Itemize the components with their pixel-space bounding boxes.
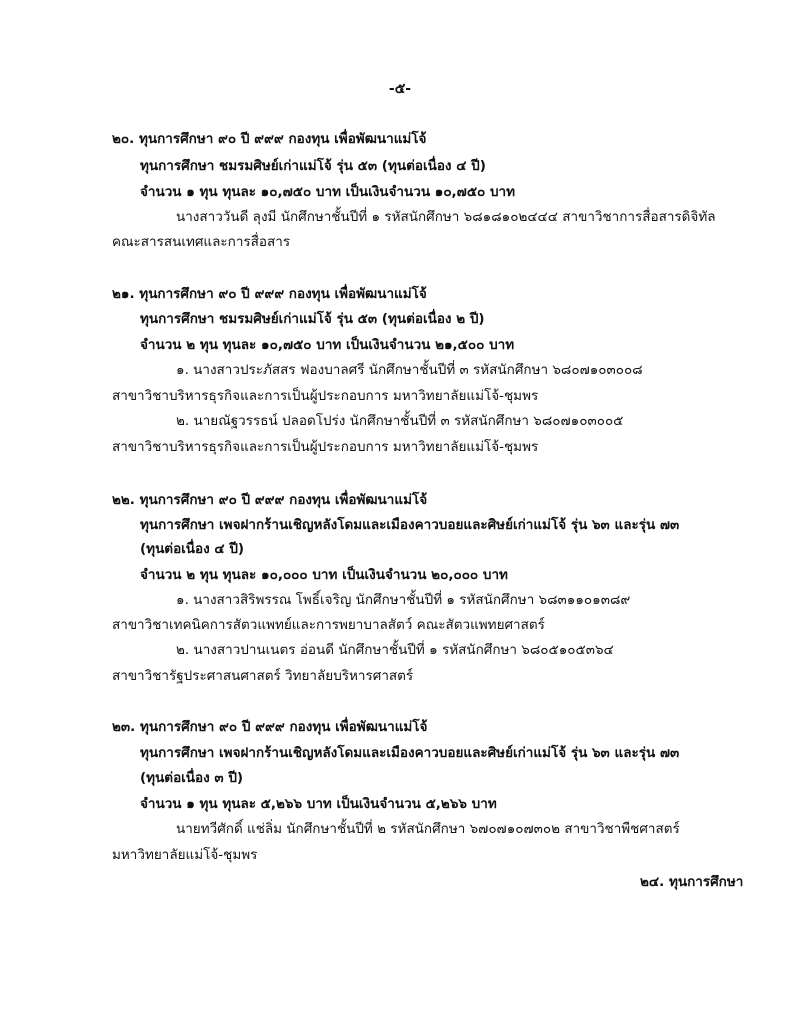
section-subtitle: ทุนการศึกษา เพจฝากร้านเชิญหลังโดมและเมืองคาวบอยและศิษย์เก่าแม่โจ้ รุ่น ๖๓ และรุ่น ๗๓ (140, 745, 680, 761)
section-heading: ๒๑. ทุนการศึกษา ๙๐ ปี ๙๙๙ กองทุน เพื่อพัฒนาแม่โจ้ (112, 286, 427, 302)
recipient-line: สาขาวิชารัฐประศาสนศาสตร์ วิทยาลัยบริหารศาสตร์ (112, 668, 414, 684)
section-amount: จำนวน ๒ ทุน ทุนละ ๑๐,๐๐๐ บาท เป็นเงินจำนวน ๒๐,๐๐๐ บาท (140, 567, 508, 583)
recipient-line: สาขาวิชาบริหารธุรกิจและการเป็นผู้ประกอบการ มหาวิทยาลัยแม่โจ้-ชุมพร (112, 388, 539, 404)
page-number: -๕- (388, 81, 412, 97)
recipient-line: ๑. นางสาวประภัสสร ฟองบาลศรี นักศึกษาชั้นปีที่ ๓ รหัสนักศึกษา ๖๘๐๗๑๐๓๐๐๘ (176, 362, 643, 378)
recipient-line: มหาวิทยาลัยแม่โจ้-ชุมพร (112, 847, 258, 863)
section-subtitle: ทุนการศึกษา ชมรมศิษย์เก่าแม่โจ้ รุ่น ๕๓ (ทุนต่อเนื่อง ๔ ปี) (140, 158, 486, 174)
section-heading: ๒๐. ทุนการศึกษา ๙๐ ปี ๙๙๙ กองทุน เพื่อพัฒนาแม่โจ้ (112, 131, 427, 147)
recipient-line: นางสาววันดี ลุงมี นักศึกษาชั้นปีที่ ๑ รหัสนักศึกษา ๖๘๑๘๑๐๒๔๔๔ สาขาวิชาการสื่อสารดิจิทัล (176, 209, 716, 225)
recipient-line: ๒. นายณัฐวรรธน์ ปลอดโปร่ง นักศึกษาชั้นปีที่ ๓ รหัสนักศึกษา ๖๘๐๗๑๐๓๐๐๕ (176, 413, 624, 429)
section-subtitle-continued: (ทุนต่อเนื่อง ๔ ปี) (140, 541, 245, 557)
continuation-footer: ๒๔. ทุนการศึกษา (640, 874, 744, 890)
section-heading: ๒๒. ทุนการศึกษา ๙๐ ปี ๙๙๙ กองทุน เพื่อพัฒนาแม่โจ้ (112, 492, 428, 508)
recipient-line: สาขาวิชาบริหารธุรกิจและการเป็นผู้ประกอบการ มหาวิทยาลัยแม่โจ้-ชุมพร (112, 439, 539, 455)
recipient-line: คณะสารสนเทศและการสื่อสาร (112, 234, 291, 250)
section-subtitle: ทุนการศึกษา เพจฝากร้านเชิญหลังโดมและเมืองคาวบอยและศิษย์เก่าแม่โจ้ รุ่น ๖๓ และรุ่น ๗๓ (140, 517, 680, 533)
section-subtitle-continued: (ทุนต่อเนื่อง ๓ ปี) (140, 770, 244, 786)
section-amount: จำนวน ๒ ทุน ทุนละ ๑๐,๗๕๐ บาท เป็นเงินจำนวน ๒๑,๕๐๐ บาท (140, 337, 515, 353)
section-amount: จำนวน ๑ ทุน ทุนละ ๑๐,๗๕๐ บาท เป็นเงินจำนวน ๑๐,๗๕๐ บาท (140, 184, 516, 200)
section-subtitle: ทุนการศึกษา ชมรมศิษย์เก่าแม่โจ้ รุ่น ๕๓ (ทุนต่อเนื่อง ๒ ปี) (140, 311, 485, 327)
recipient-line: ๒. นางสาวปานเนตร อ่อนดี นักศึกษาชั้นปีที่ ๑ รหัสนักศึกษา ๖๘๐๕๑๐๕๓๖๔ (176, 642, 614, 658)
section-amount: จำนวน ๑ ทุน ทุนละ ๕,๒๖๖ บาท เป็นเงินจำนวน ๕,๒๖๖ บาท (140, 796, 497, 812)
section-heading: ๒๓. ทุนการศึกษา ๙๐ ปี ๙๙๙ กองทุน เพื่อพัฒนาแม่โจ้ (112, 719, 428, 735)
recipient-line: ๑. นางสาวสิริพรรณ โพธิ์เจริญ นักศึกษาชั้นปีที่ ๑ รหัสนักศึกษา ๖๘๓๑๑๐๑๓๘๙ (176, 592, 631, 608)
recipient-line: นายทวีศักดิ์ แช่ลิ่ม นักศึกษาชั้นปีที่ ๒ รหัสนักศึกษา ๖๗๐๗๑๐๗๓๐๒ สาขาวิชาพืชศาสตร์ (176, 821, 680, 837)
recipient-line: สาขาวิชาเทคนิคการสัตวแพทย์และการพยาบาลสัตว์ คณะสัตวแพทยศาสตร์ (112, 617, 545, 633)
